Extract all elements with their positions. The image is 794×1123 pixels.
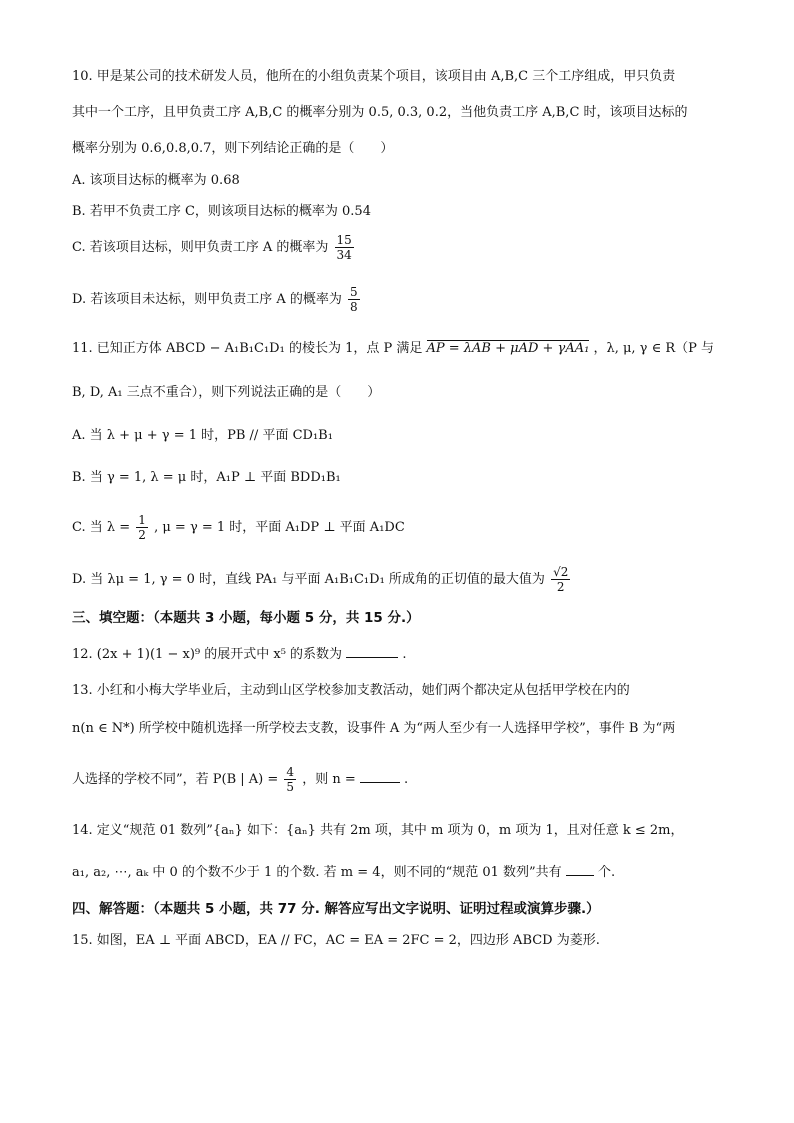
q10-option-c-text: C. 若该项目达标，则甲负责工序 A 的概率为: [72, 240, 329, 255]
q11-line1-b: ，λ, μ, γ ∈ R（P 与: [593, 341, 714, 356]
fraction-numerator: 1: [138, 513, 146, 527]
q11-option-c: [72, 508, 405, 548]
q14-line2: [72, 863, 615, 882]
fraction-denominator: 2: [556, 580, 565, 594]
fraction-numerator: 15: [336, 233, 352, 247]
q14-line1: 14. 定义“规范 01 数列”{aₙ} 如下：{aₙ} 共有 2m 项，其中 m 项为 0，m 项为 1，且对任意 k ≤ 2m，: [72, 823, 684, 838]
q15-line1: 15. 如图，EA ⊥ 平面 ABCD，EA // FC，AC = EA = 2FC = 2，四边形 ABCD 为菱形.: [72, 933, 600, 948]
q11-option-b: B. 当 γ = 1, λ = μ 时，A₁P ⊥ 平面 BDD₁B₁: [72, 470, 341, 485]
q11-option-c-a: C. 当 λ =: [72, 520, 131, 535]
q12-line: [72, 645, 406, 664]
section-3-heading: 三、填空题：（本题共 3 小题，每小题 5 分，共 15 分.）: [72, 610, 420, 626]
q13-line3: [72, 760, 408, 800]
q14-line2-b: 个.: [597, 865, 616, 880]
fraction-numerator: 4: [286, 765, 295, 779]
q11-line2: B, D, A₁ 三点不重合），则下列说法正确的是（ ）: [72, 385, 381, 400]
q13-line3-a: 人选择的学校不同”，若 P(B | A) =: [72, 772, 279, 787]
fraction-numerator: 5: [350, 285, 358, 299]
q13-line2: n(n ∈ N*) 所学校中随机选择一所学校去支教，设事件 A 为“两人至少有一人选择甲学校”，事件 B 为“两: [72, 721, 676, 736]
q10-option-c-fraction: [335, 233, 354, 262]
q13-fraction: [284, 765, 296, 794]
q10-option-d-fraction: [348, 285, 360, 314]
q11-vector-equation: AP = λAB + μAD + γAA₁: [426, 341, 590, 356]
q12-text-b: .: [402, 647, 407, 662]
q14-line2-a: a₁, a₂, ⋯, aₖ 中 0 的个数不少于 1 的个数. 若 m = 4，则不同的“规范 01 数列”共有: [72, 865, 562, 880]
q12-text-a: 12. (2x + 1)(1 − x)⁹ 的展开式中 x⁵ 的系数为: [72, 647, 343, 662]
q10-option-d: [72, 282, 362, 318]
q10-line3: 概率分别为 0.6,0.8,0.7，则下列结论正确的是（ ）: [72, 141, 394, 156]
q10-line2: 其中一个工序，且甲负责工序 A,B,C 的概率分别为 0.5, 0.3, 0.2，当他负责工序 A,B,C 时，该项目达标的: [72, 105, 688, 120]
q10-option-c: [72, 230, 356, 266]
section-4-heading: 四、解答题：（本题共 5 小题，共 77 分. 解答应写出文字说明、证明过程或演算步骤.）: [72, 901, 600, 917]
q10-option-a: A. 该项目达标的概率为 0.68: [72, 173, 240, 188]
q13-line1: 13. 小红和小梅大学毕业后，主动到山区学校参加支教活动，她们两个都决定从包括甲学校在内的: [72, 683, 630, 698]
fraction-numerator: √2: [553, 565, 569, 579]
q13-line3-b: ，则 n =: [302, 772, 356, 787]
q12-answer-blank[interactable]: [346, 645, 398, 658]
q11-option-d-a: D. 当 λμ = 1, γ = 0 时，直线 PA₁ 与平面 A₁B₁C₁D₁ 所成角的正切值的最大值为: [72, 572, 545, 587]
q10-option-d-text: D. 若该项目未达标，则甲负责工序 A 的概率为: [72, 292, 342, 307]
q13-answer-blank[interactable]: [360, 770, 400, 783]
q10-line1: 10. 甲是某公司的技术研发人员，他所在的小组负责某个项目，该项目由 A,B,C 三个工序组成，甲只负责: [72, 69, 676, 84]
q14-answer-blank[interactable]: [566, 863, 594, 876]
fraction-denominator: 8: [350, 300, 358, 314]
q11-line1-a: 11. 已知正方体 ABCD − A₁B₁C₁D₁ 的棱长为 1，点 P 满足: [72, 341, 423, 356]
q11-option-c-fraction: [136, 513, 148, 542]
q11-line1: [72, 340, 714, 358]
fraction-denominator: 5: [286, 780, 295, 794]
q10-option-b: B. 若甲不负责工序 C，则该项目达标的概率为 0.54: [72, 204, 371, 219]
q11-option-c-b: , μ = γ = 1 时，平面 A₁DP ⊥ 平面 A₁DC: [154, 520, 405, 535]
q11-option-d-fraction: [551, 565, 570, 594]
q11-option-a: A. 当 λ + μ + γ = 1 时，PB // 平面 CD₁B₁: [72, 428, 333, 443]
q13-line3-c: .: [404, 772, 409, 787]
q11-option-d: [72, 560, 572, 600]
fraction-denominator: 2: [138, 528, 146, 542]
fraction-denominator: 34: [336, 248, 352, 262]
